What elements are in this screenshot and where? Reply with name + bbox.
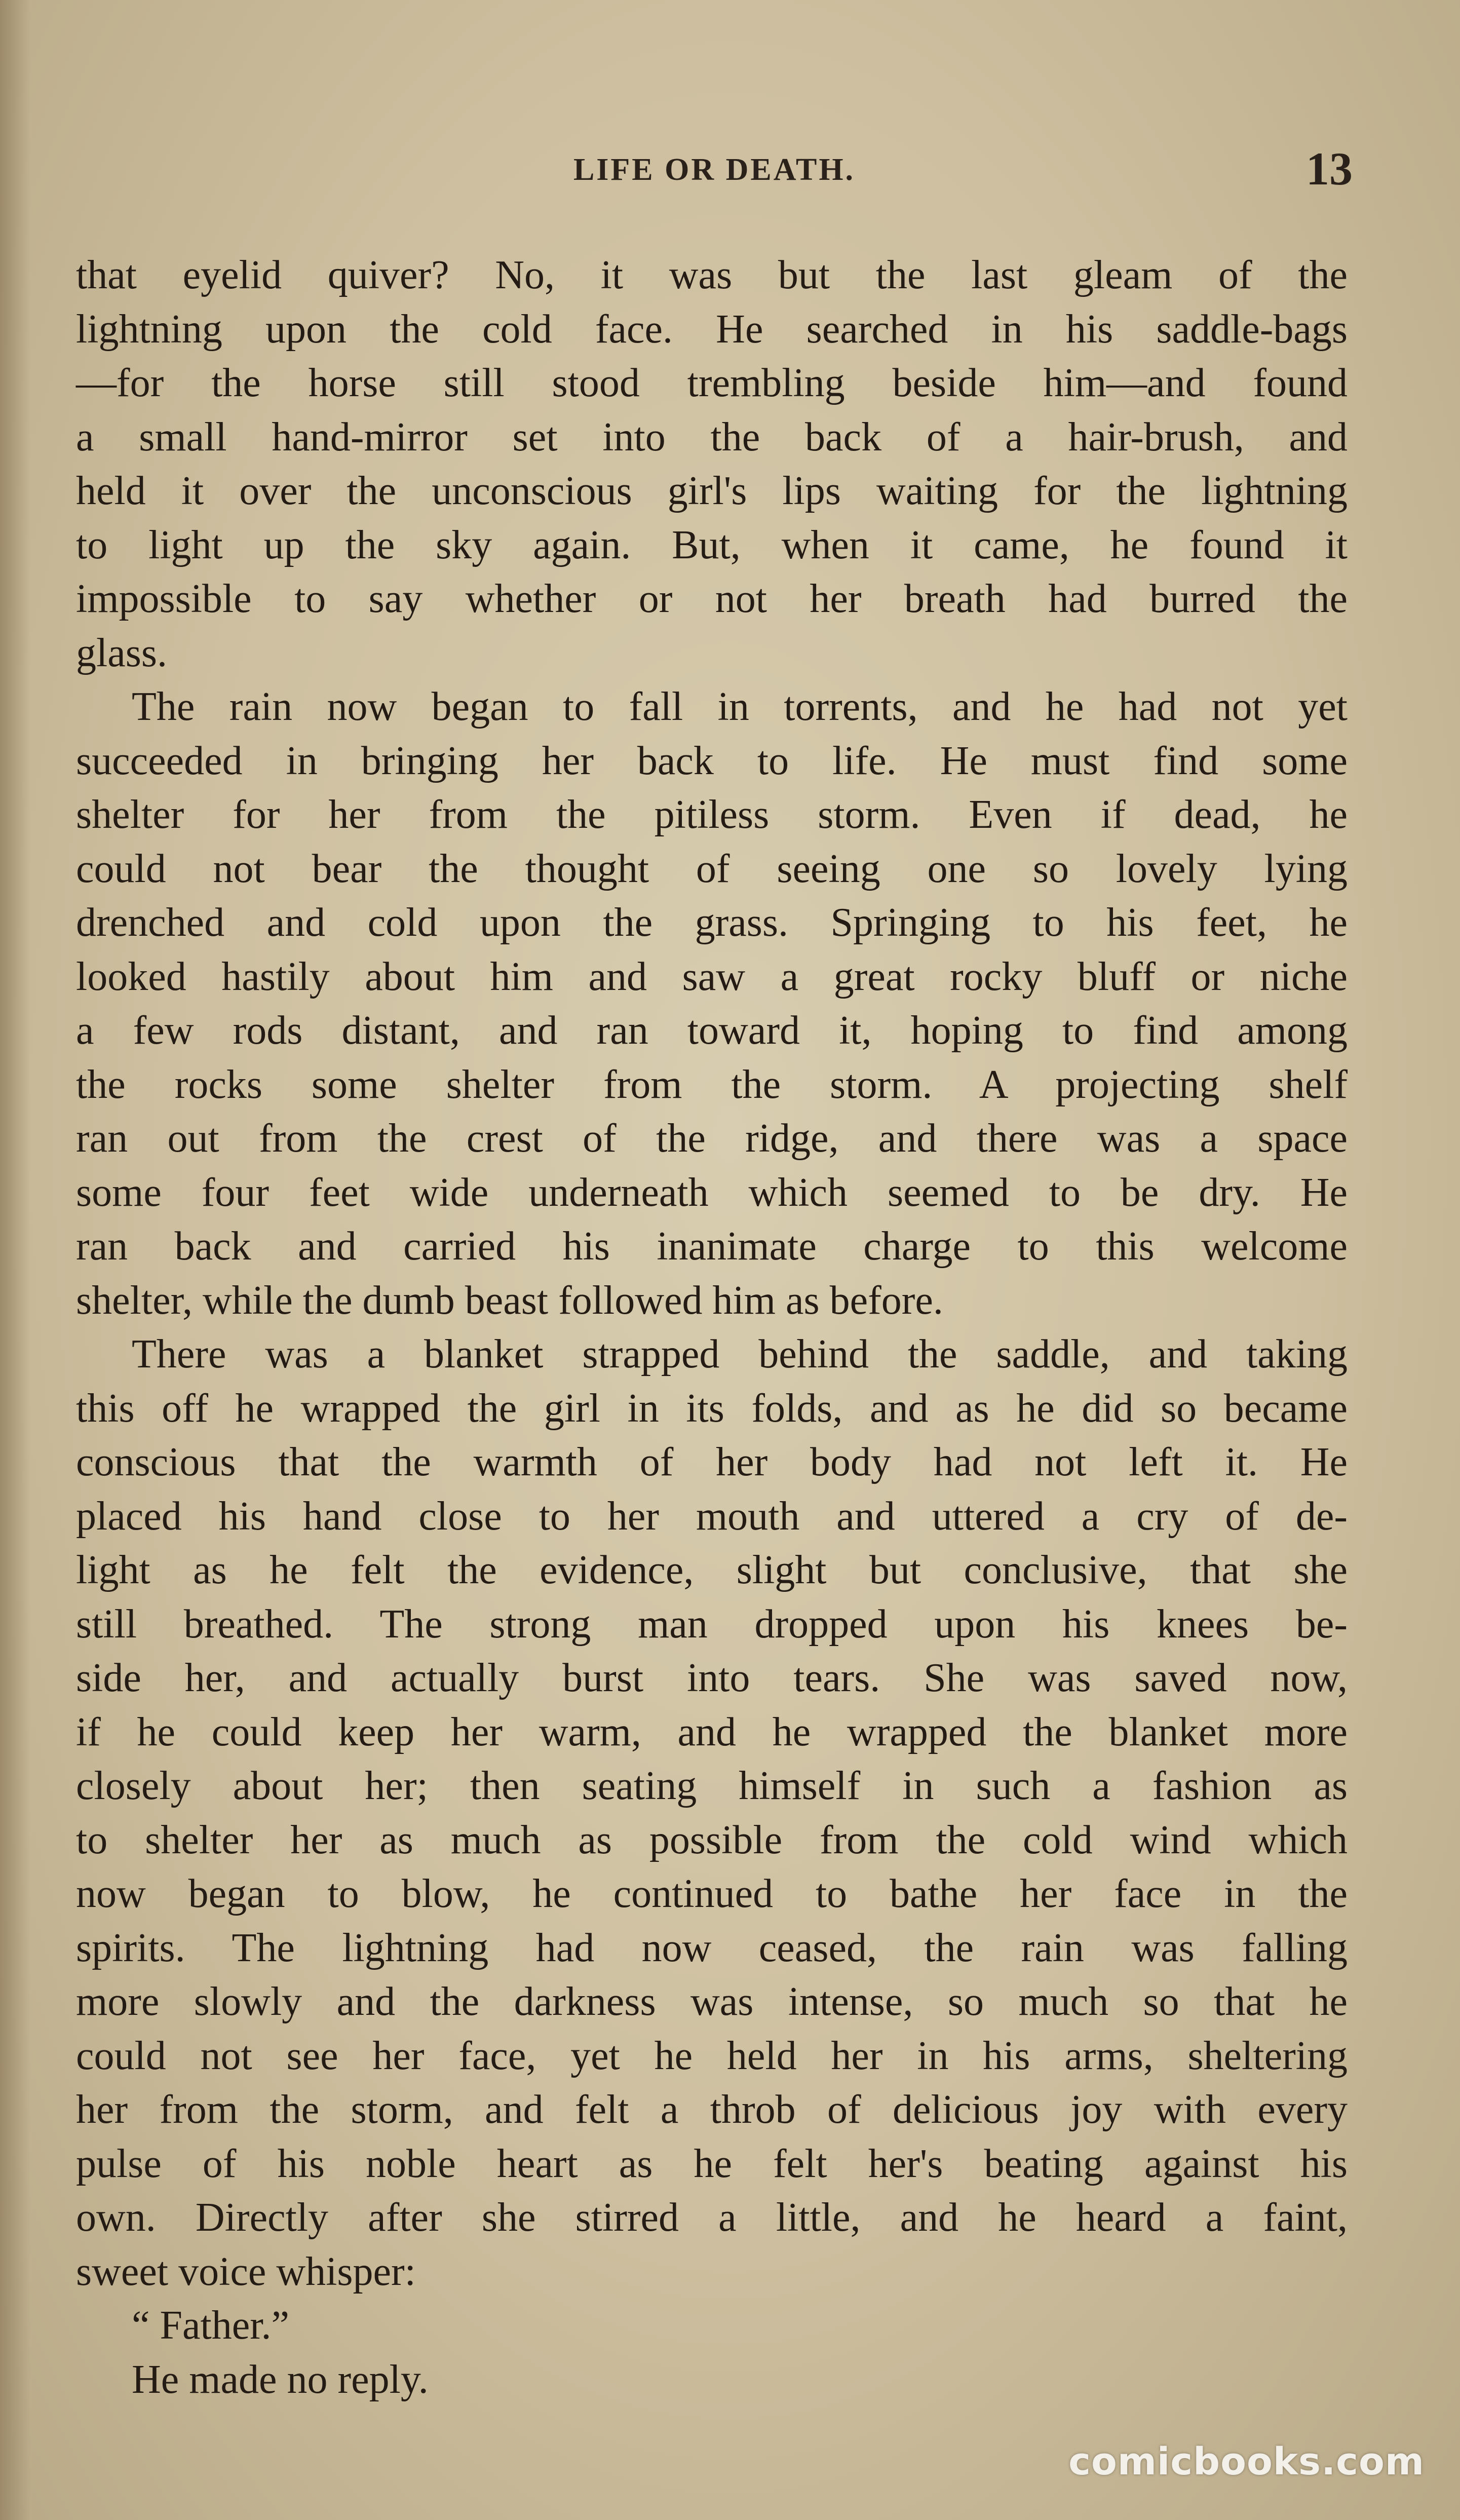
text-line: The rain now began to fall in torrents, and he had not yet — [132, 684, 1348, 729]
page-header — [76, 142, 1353, 203]
text-line: spirits. The lightning had now ceased, the rain was falling — [76, 1925, 1348, 1970]
text-line: drenched and cold upon the grass. Springing to his feet, he — [76, 900, 1348, 945]
text-line: the rocks some shelter from the storm. A projecting shelf — [76, 1062, 1348, 1107]
text-line: sweet voice whisper: — [76, 2249, 416, 2294]
page-number: 13 — [1306, 143, 1353, 195]
text-line: side her, and actually burst into tears. She was saved now, — [76, 1656, 1348, 1700]
text-line: light as he felt the evidence, slight but conclusive, that she — [76, 1548, 1348, 1592]
text-line: ran out from the crest of the ridge, and there was a space — [76, 1116, 1348, 1161]
text-line: to light up the sky again. But, when it came, he found it — [76, 522, 1348, 567]
text-line: glass. — [76, 630, 167, 675]
text-line: still breathed. The strong man dropped upon his knees be- — [76, 1601, 1348, 1647]
text-line: now began to blow, he continued to bathe her face in the — [76, 1872, 1348, 1916]
page-edge-shadow — [0, 0, 30, 2520]
text-line: if he could keep her warm, and he wrapped the blanket more — [76, 1709, 1348, 1754]
text-line: conscious that the warmth of her body had not left it. He — [76, 1440, 1348, 1484]
text-line: that eyelid quiver? No, it was but the last gleam of the — [76, 253, 1348, 297]
text-line: this off he wrapped the girl in its folds, and as he did so became — [76, 1386, 1348, 1431]
text-line: a small hand-mirror set into the back of a hair-brush, and — [76, 414, 1348, 460]
text-line: pulse of his noble heart as he felt her's beating against his — [76, 2141, 1348, 2186]
text-line: more slowly and the darkness was intense, so much so that he — [76, 1979, 1348, 2024]
text-line: placed his hand close to her mouth and uttered a cry of de- — [76, 1494, 1348, 1539]
text-line: some four feet wide underneath which seemed to be dry. He — [76, 1170, 1348, 1215]
text-line: “ Father.” — [132, 2303, 289, 2348]
text-line: could not bear the thought of seeing one so lovely lying — [76, 846, 1348, 891]
text-line: to shelter her as much as possible from the cold wind which — [76, 1817, 1348, 1862]
text-line: succeeded in bringing her back to life. He must find some — [76, 738, 1348, 783]
text-line: shelter, while the dumb beast followed him as before. — [76, 1278, 943, 1323]
text-line: ran back and carried his inanimate charge to this welcome — [76, 1224, 1348, 1269]
text-line: a few rods distant, and ran toward it, hoping to find among — [76, 1008, 1348, 1053]
text-line: closely about her; then seating himself in such a fashion as — [76, 1764, 1348, 1808]
text-line: He made no reply. — [132, 2357, 429, 2402]
text-line: her from the storm, and felt a throb of delicious joy with every — [76, 2087, 1348, 2132]
text-line: impossible to say whether or not her breath had burred the — [76, 577, 1348, 621]
text-line: —for the horse still stood trembling beside him—and found — [76, 361, 1348, 405]
running-head: LIFE OR DEATH. — [573, 152, 856, 187]
text-line: looked hastily about him and saw a great rocky bluff or niche — [76, 954, 1348, 999]
text-line: There was a blanket strapped behind the saddle, and taking — [132, 1332, 1348, 1377]
watermark: comicbooks.com — [1068, 2440, 1425, 2484]
text-line: own. Directly after she stirred a little, and he heard a faint, — [76, 2195, 1348, 2240]
text-line: could not see her face, yet he held her in his arms, sheltering — [76, 2033, 1348, 2078]
text-line: held it over the unconscious girl's lips waiting for the lightning — [76, 469, 1348, 513]
text-line: shelter for her from the pitiless storm. Even if dead, he — [76, 792, 1348, 837]
text-line: lightning upon the cold face. He searched in his saddle-bags — [76, 307, 1348, 352]
body-text — [76, 248, 1348, 2407]
